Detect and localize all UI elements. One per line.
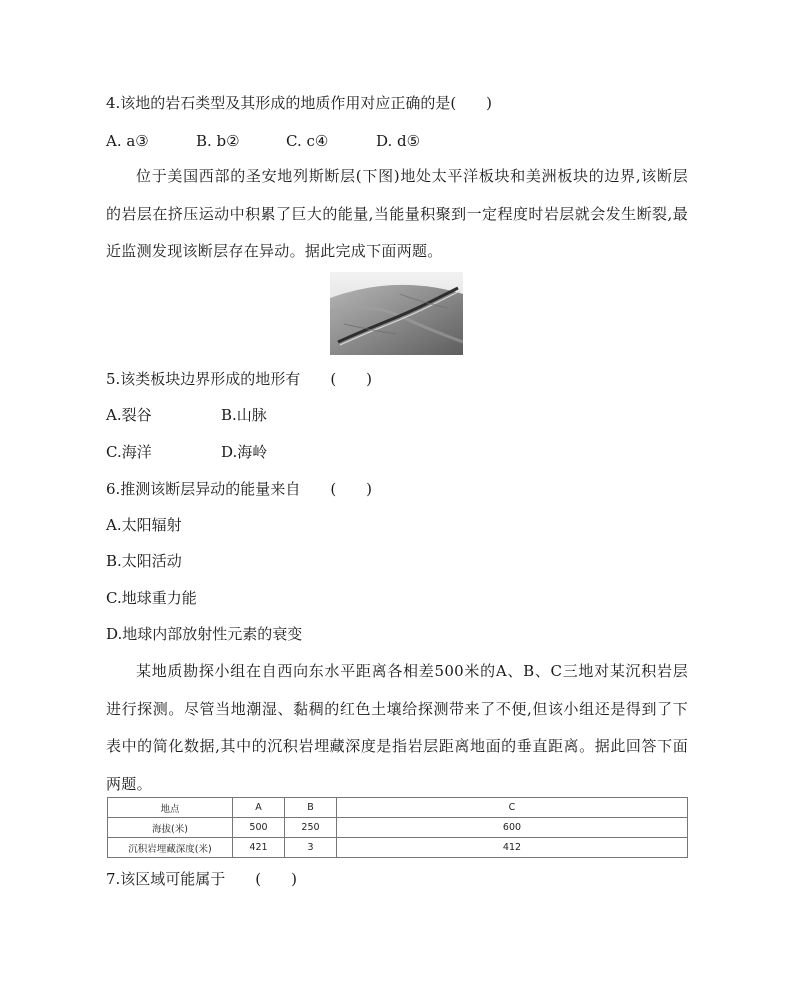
question-5-option-d: D.海岭 — [221, 443, 268, 461]
question-4-option-c: C. c④ — [286, 132, 329, 150]
table-row — [108, 838, 688, 858]
question-4-option-b: B. b② — [196, 132, 240, 150]
passage-geological-survey: 某地质勘探小组在自西向东水平距离各相差500米的A、B、C三地对某沉积岩层进行探测。尽管当地潮湿、黏稠的红色土壤给探测带来了不便,但该小组还是得到了下表中的简化数据,其中的沉积岩埋藏深度是指岩层距离地面的垂直距离。据此回答下面两题。 — [106, 662, 688, 793]
question-5-option-a: A.裂谷 — [106, 406, 152, 424]
table-header-cell: C — [337, 798, 688, 818]
table-header-row — [108, 798, 688, 818]
question-6-stem: 6.推测该断层异动的能量来自 ( ) — [106, 480, 373, 498]
question-7-stem: 7.该区域可能属于 ( ) — [106, 870, 298, 888]
table-cell: 250 — [285, 818, 337, 838]
question-6-option-d: D.地球内部放射性元素的衰变 — [106, 625, 303, 643]
question-5-option-b: B.山脉 — [221, 406, 267, 424]
passage-san-andreas: 位于美国西部的圣安地列斯断层(下图)地处太平洋板块和美洲板块的边界,该断层的岩层在挤压运动中积累了巨大的能量,当能量积聚到一定程度时岩层就会发生断裂,最近监测发现该断层存在异动。据此完成下面两题。 — [106, 167, 688, 260]
table-cell: 412 — [337, 838, 688, 858]
question-4-stem: 4.该地的岩石类型及其形成的地质作用对应正确的是( ) — [106, 94, 493, 112]
question-6-option-b: B.太阳活动 — [106, 552, 182, 570]
question-5-option-c: C.海洋 — [106, 443, 152, 461]
question-4-option-a: A. a③ — [106, 132, 149, 150]
table-cell: 421 — [233, 838, 285, 858]
san-andreas-fault-photo — [330, 272, 463, 355]
table-header-cell: A — [233, 798, 285, 818]
question-4-option-d: D. d⑤ — [376, 132, 421, 150]
table-cell: 3 — [285, 838, 337, 858]
table-cell: 600 — [337, 818, 688, 838]
table-header-cell: B — [285, 798, 337, 818]
survey-data-table — [107, 797, 688, 858]
question-5-stem: 5.该类板块边界形成的地形有 ( ) — [106, 370, 373, 388]
table-cell: 沉积岩埋藏深度(米) — [108, 838, 233, 858]
table-cell: 海拔(米) — [108, 818, 233, 838]
table-cell: 500 — [233, 818, 285, 838]
table-header-cell: 地点 — [108, 798, 233, 818]
table-row — [108, 818, 688, 838]
question-6-option-a: A.太阳辐射 — [106, 516, 182, 534]
question-6-option-c: C.地球重力能 — [106, 589, 197, 607]
